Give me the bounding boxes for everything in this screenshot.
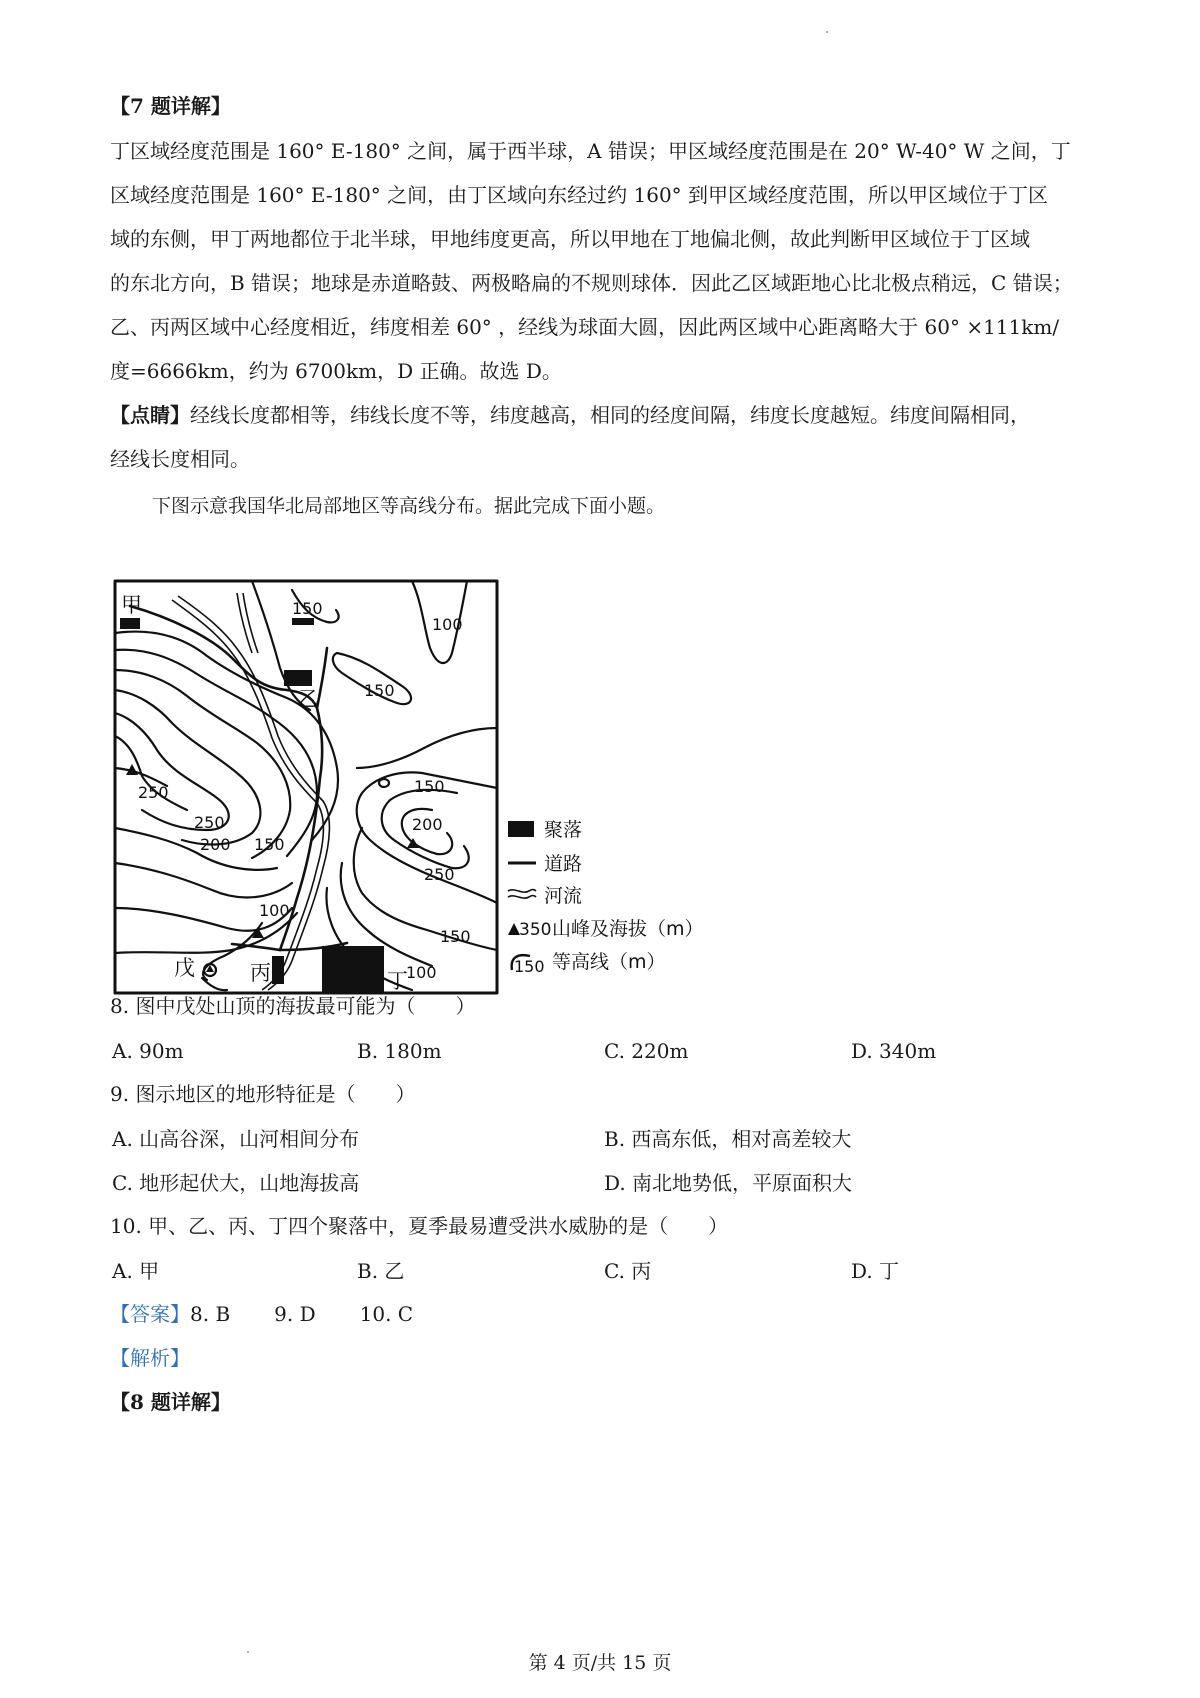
explanation-7-line: 度=6666km，约为 6700km，D 正确。故选 D。 (110, 359, 562, 383)
contour-line (379, 779, 389, 787)
contour-label: 200 (412, 815, 443, 834)
question-9-option-c: C. 地形起伏大，山地海拔高 (112, 1171, 360, 1195)
explanation-7-line: 乙、丙两区域中心经度相近，纬度相差 60° ，经线为球面大圆，因此两区域中心距离略大于 60° ×111km/ (110, 315, 1060, 339)
legend-contour-label: 等高线（m） (552, 951, 666, 973)
contour-line (354, 828, 497, 950)
answer-row (110, 1300, 413, 1328)
question-8-stem: 8. 图中戊处山顶的海拔最可能为（ ） (110, 994, 476, 1018)
explanation-7-line: 丁区域经度范围是 160° E-180° 之间，属于西半球，A 错误；甲区域经度范围是在 20° W-40° W 之间，丁 (110, 139, 1071, 163)
map-legend (508, 819, 704, 976)
place-label-bing: 丙 (250, 961, 271, 985)
explanation-7-line: 的东北方向，B 错误；地球是赤道略鼓、两极略扁的不规则球体．因此乙区域距地心比北极点稍远，C 错误； (110, 271, 1073, 295)
contour-label: 150 (254, 835, 285, 854)
legend-settlement-label: 聚落 (544, 819, 583, 841)
explanation-7-heading: 【7 题详解】 (110, 94, 231, 118)
contour-label: 250 (138, 783, 169, 802)
contour-line (115, 863, 292, 897)
tip-label: 【点睛】 (110, 403, 190, 427)
contour-label: 250 (424, 865, 455, 884)
analysis-label: 【解析】 (110, 1346, 190, 1370)
answer-value: 8. B (190, 1302, 231, 1326)
question-8-option-b: B. 180m (357, 1039, 442, 1063)
contour-label: 100 (406, 963, 437, 982)
map-intro: 下图示意我国华北局部地区等高线分布。据此完成下面小题。 (152, 495, 666, 517)
question-10-stem: 10. 甲、乙、丙、丁四个聚落中，夏季最易遭受洪水威胁的是（ ） (110, 1214, 729, 1238)
settlement-jia-marker (120, 618, 140, 629)
question-9-option-a: A. 山高谷深，山河相间分布 (112, 1127, 360, 1151)
settlement-bing-marker (272, 956, 284, 984)
explanation-7-line: 域的东侧，甲丁两地都位于北半球，甲地纬度更高，所以甲地在丁地偏北侧，故此判断甲区域位于丁区域 (110, 227, 1030, 251)
contour-map-figure (112, 578, 752, 1058)
page-footer: 第 4 页/共 15 页 (528, 1652, 672, 1674)
question-9-stem: 9. 图示地区的地形特征是（ ） (110, 1082, 416, 1106)
river-line (243, 593, 258, 653)
contour-label: 150 (440, 927, 471, 946)
contour-line (115, 690, 260, 844)
answer-value: 9. D (274, 1302, 316, 1326)
question-10-option-b: B. 乙 (357, 1259, 405, 1283)
place-label-ding: 丁 (387, 969, 408, 993)
tip-text-continued: 经线长度相同。 (110, 447, 250, 471)
question-9-option-b: B. 西高东低，相对高差较大 (604, 1127, 852, 1151)
place-label-jia: 甲 (121, 593, 142, 617)
question-8-option-c: C. 220m (604, 1039, 689, 1063)
contour-map (112, 578, 752, 1058)
legend-peak-label: 山峰及海拔（m） (552, 918, 704, 940)
contour-label: 250 (194, 813, 225, 832)
legend-settlement-symbol (508, 821, 534, 837)
settlement-yi-marker (284, 670, 312, 686)
settlement-marker (292, 618, 314, 625)
contour-line (357, 728, 497, 768)
contour-line (115, 828, 277, 870)
legend-river-symbol (508, 896, 536, 899)
contour-label: 200 (200, 835, 231, 854)
legend-road-label: 道路 (544, 853, 583, 875)
question-10-option-a: A. 甲 (112, 1259, 160, 1283)
legend-river-symbol (508, 890, 536, 893)
question-8-option-a: A. 90m (112, 1039, 184, 1063)
contour-label: 150 (292, 599, 323, 618)
question-10-option-c: C. 丙 (604, 1259, 652, 1283)
place-label-yi: 乙 (298, 687, 319, 711)
legend-peak-value: 350 (519, 920, 552, 940)
contour-label: 100 (259, 901, 290, 920)
legend-river-label: 河流 (544, 885, 583, 907)
explanation-7-line: 区域经度范围是 160° E-180° 之间，由丁区域向东经过约 160° 到甲区域经度范围，所以甲区域位于丁区 (110, 183, 1049, 207)
scan-speck (247, 1651, 249, 1653)
contour-label: 150 (414, 777, 445, 796)
explanation-8-heading: 【8 题详解】 (110, 1390, 231, 1414)
answer-label: 【答案】 (110, 1302, 190, 1326)
answer-value: 10. C (359, 1302, 414, 1326)
settlement-ding-marker (322, 946, 384, 992)
scan-speck (826, 31, 828, 33)
question-9-option-d: D. 南北地势低，平原面积大 (604, 1171, 853, 1195)
tip-paragraph (110, 401, 1030, 429)
legend-contour-value: 150 (514, 957, 545, 976)
contour-label: 100 (432, 615, 463, 634)
place-label-wu: 戊 (174, 956, 195, 980)
question-10-option-d: D. 丁 (851, 1259, 900, 1283)
tip-text: 经线长度都相等，纬线长度不等，纬度越高，相同的经度间隔，纬度长度越短。纬度间隔相同， (190, 403, 1030, 427)
question-8-option-d: D. 340m (851, 1039, 937, 1063)
contour-label: 150 (364, 681, 395, 700)
